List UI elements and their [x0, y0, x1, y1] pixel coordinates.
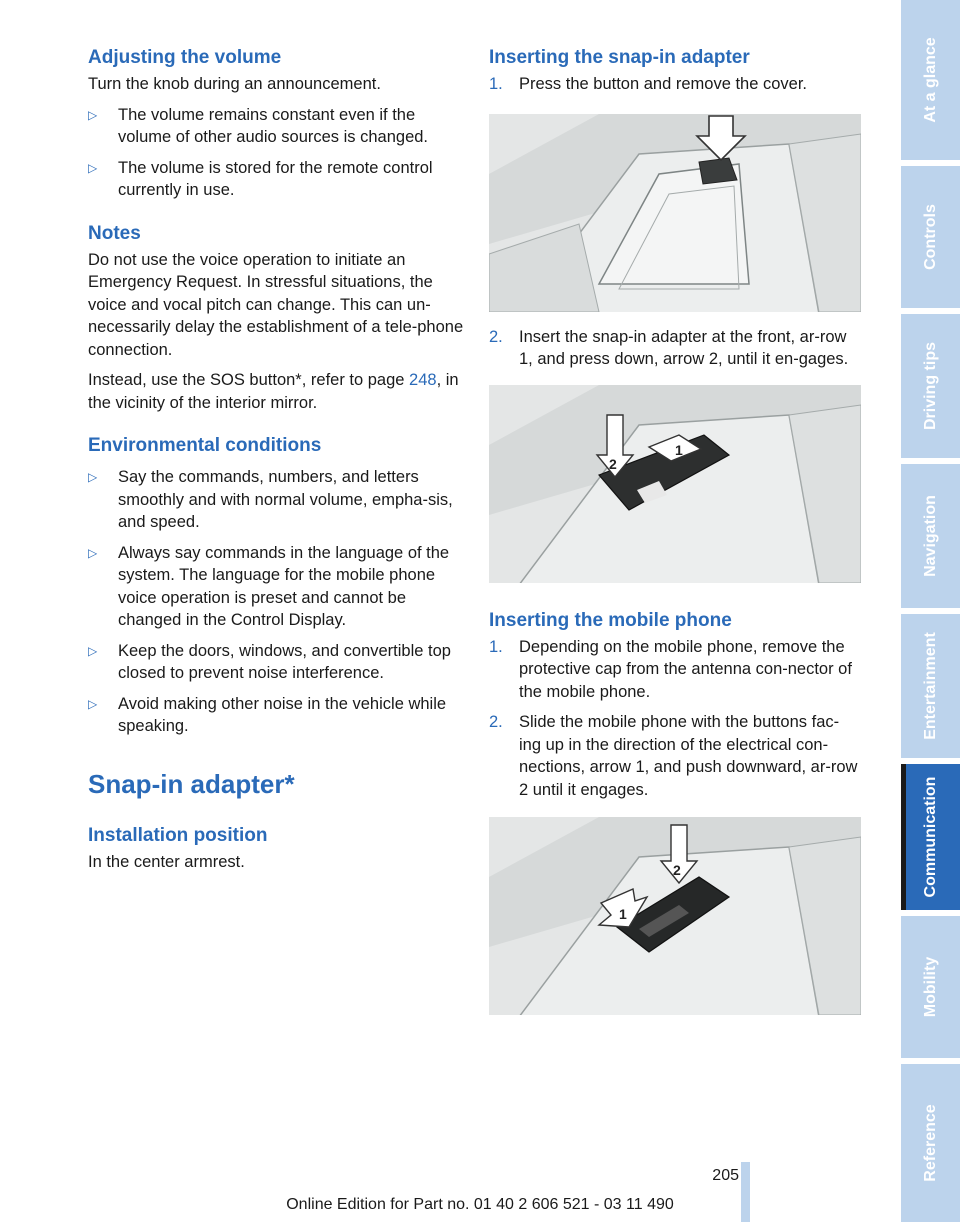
list-item: ▷ The volume remains constant even if the volume of other audio sources is changed. — [88, 105, 429, 146]
tab-reference[interactable]: Reference — [901, 1064, 960, 1222]
environmental-conditions-heading: Environmental conditions — [88, 435, 322, 456]
footer-edition-text: Online Edition for Part no. 01 40 2 606 521 - 03 11 490 — [286, 1196, 674, 1213]
triangle-bullet-icon: ▷ — [88, 160, 98, 175]
snap-in-adapter-heading: Snap-in adapter* — [88, 768, 295, 799]
triangle-bullet-icon: ▷ — [88, 470, 98, 484]
list-item: ▷ Always say commands in the language of the system. The language for the mobile phone voice operation is preset and cannot be changed in the Control Display. — [88, 543, 450, 629]
inserting-adapter-heading: Inserting the snap-in adapter — [489, 47, 750, 68]
tab-entertainment[interactable]: Entertainment — [901, 614, 960, 758]
svg-text:1: 1 — [619, 906, 627, 922]
adapter-illustration — [489, 385, 861, 583]
page-number: 205 — [712, 1167, 739, 1184]
inserting-mobile-phone-heading: Inserting the mobile phone — [489, 609, 732, 631]
chapter-sidebar — [901, 0, 960, 1222]
list-item: ▷ Keep the doors, windows, and convertible top closed to prevent noise interference. — [88, 641, 451, 682]
list-item: 1. Press the button and remove the cover. — [489, 75, 808, 93]
notes-paragraph-1: Do not use the voice operation to initiate an Emergency Request. In stressful situations, the voice and vocal pitch can change. This can un-necessarily delay the establishment of a tele-phone connection. — [88, 250, 464, 359]
armrest-illustration — [489, 114, 861, 312]
figure-insert-adapter — [489, 385, 861, 583]
tab-controls[interactable]: Controls — [901, 166, 960, 308]
figure-remove-cover — [489, 114, 861, 312]
list-item: 2. Insert the snap-in adapter at the front, ar-row 1, and press down, arrow 2, until it en-gages. — [489, 327, 849, 368]
left-column — [88, 46, 464, 873]
adjusting-volume-list — [88, 104, 464, 202]
installation-position-heading: Installation position — [88, 824, 268, 846]
list-item: ▷ The volume is stored for the remote control currently in use. — [88, 158, 433, 199]
page-reference-link[interactable]: 248 — [409, 371, 437, 389]
svg-text:1: 1 — [675, 441, 683, 458]
adjusting-volume-intro: Turn the knob during an announcement. — [88, 75, 381, 93]
notes-heading: Notes — [88, 222, 141, 244]
right-column — [489, 46, 861, 1015]
inserting-adapter-steps-2 — [489, 326, 861, 371]
triangle-bullet-icon: ▷ — [88, 107, 98, 122]
tab-mobility[interactable]: Mobility — [901, 916, 960, 1058]
triangle-bullet-icon: ▷ — [88, 545, 98, 560]
svg-text:2: 2 — [673, 862, 681, 878]
inserting-adapter-steps — [489, 73, 861, 96]
list-item: ▷ Avoid making other noise in the vehicle while speaking. — [88, 694, 447, 735]
inserting-phone-steps — [489, 636, 861, 802]
figure-insert-phone — [489, 817, 861, 1015]
tab-driving-tips[interactable]: Driving tips — [901, 314, 960, 458]
notes-paragraph-2: Instead, use the SOS button*, refer to page 248, in the vicinity of the interior mirror. — [88, 371, 459, 412]
list-item: 1. Depending on the mobile phone, remove the protective cap from the antenna con-nector of the mobile phone. — [489, 637, 852, 701]
tab-at-a-glance[interactable]: At a glance — [901, 0, 960, 160]
list-item: ▷ Say the commands, numbers, and letters smoothly and with normal volume, empha-sis, and speed. — [88, 468, 453, 531]
adjusting-volume-heading: Adjusting the volume — [88, 47, 282, 68]
tab-navigation[interactable]: Navigation — [901, 464, 960, 608]
list-item: 2. Slide the mobile phone with the buttons fac-ing up in the direction of the electrical con-nections, arrow 1, and push downward, ar-row 2 until it engages. — [489, 713, 858, 799]
triangle-bullet-icon: ▷ — [88, 643, 98, 658]
environmental-conditions-list — [88, 466, 464, 738]
installation-position-text: In the center armrest. — [88, 852, 245, 871]
tab-communication[interactable]: Communication — [901, 764, 960, 910]
svg-text:2: 2 — [609, 455, 617, 472]
phone-illustration — [489, 817, 861, 1015]
triangle-bullet-icon: ▷ — [88, 696, 98, 711]
